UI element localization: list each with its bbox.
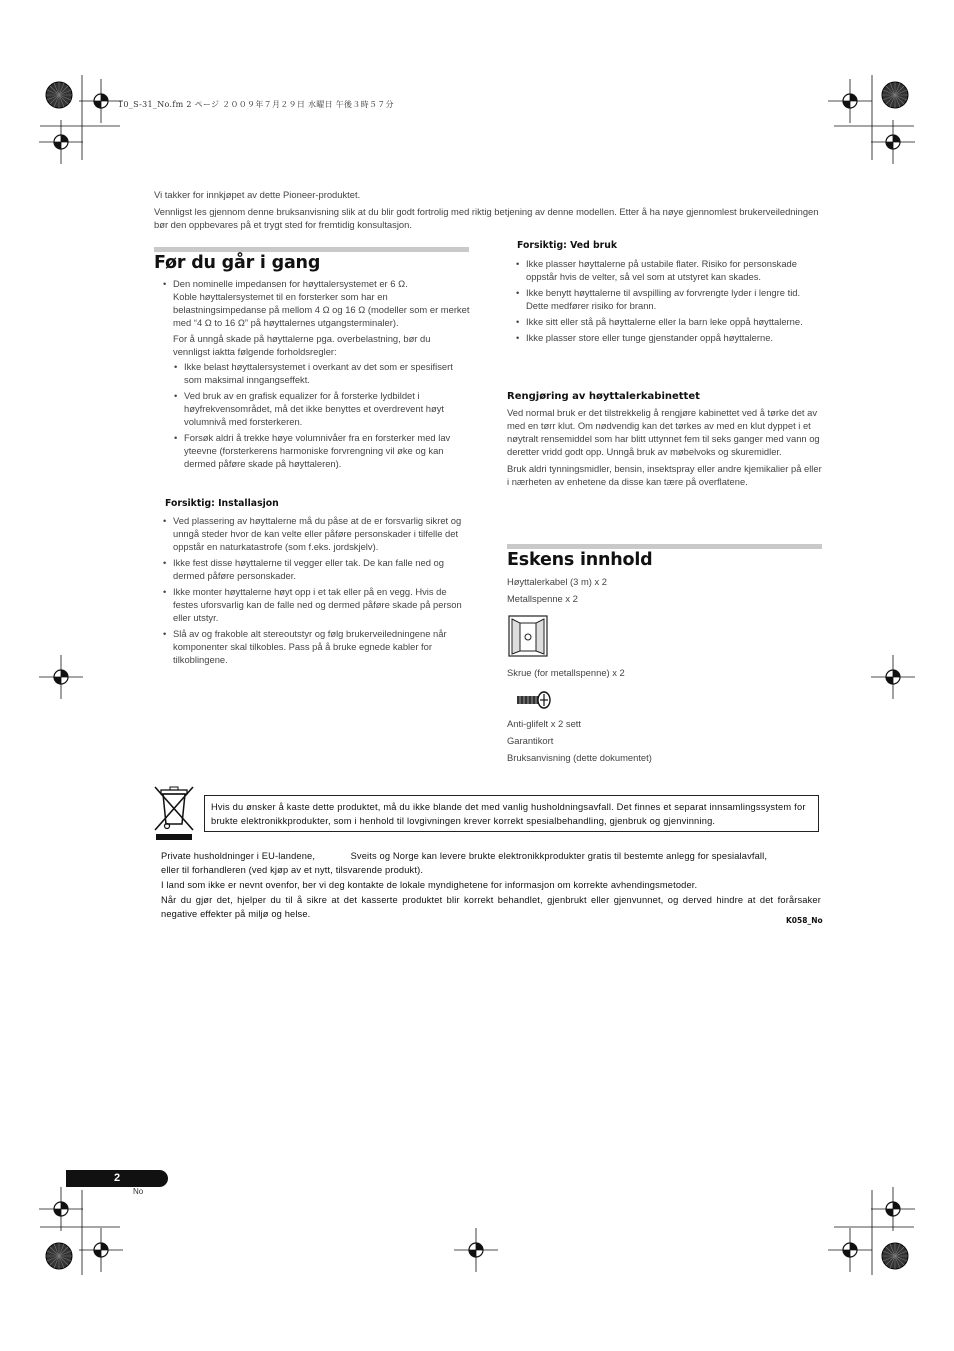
box-item-cable: Høyttalerkabel (3 m) x 2	[507, 576, 608, 587]
weee-norway-switzerland: Sveits og Norge kan levere brukte elektronikkprodukter gratis til bestemte anlegg for spesialavfall,	[350, 851, 768, 861]
document-code: K058_No	[786, 916, 823, 925]
box-item-manual: Bruksanvisning (dette dokumentet)	[507, 752, 652, 763]
use-list	[526, 257, 822, 344]
box-item-bracket: Metallspenne x 2	[507, 593, 578, 604]
overload-precautions	[184, 360, 470, 470]
weee-notice-box: Hvis du ønsker å kaste dette produktet, må du ikke blande det med vanlig husholdningsavfall. Det finnes et separat innsamlingssystem for brukte elektronikkprodukter, som i henhold til lovgivningen krever korrekt spesialbehandling, gjenbruk og gjenvinning.	[204, 795, 819, 832]
section-title-box-contents: Eskens innhold	[507, 550, 653, 570]
box-item-antislip: Anti-glifelt x 2 sett	[507, 718, 581, 729]
speaker-bracket-icon	[506, 613, 550, 659]
list-item: • Den nominelle impedansen for høyttalersystemet er 6 Ω. Koble høyttalersystemet til en forsterker som har en belastningsimpedanse på mellom 4 Ω og 16 Ω (modeller som er merket med “4 Ω to 16 Ω” på høyttalernes utgangsterminaler). For å unngå skade på høyttalerne pga. overbelastning, bør du vennligst iaktta følgende forholdsregler:	[173, 277, 470, 358]
page-number: 2	[113, 1172, 121, 1184]
cleaning-text	[507, 406, 822, 488]
box-item-screw: Skrue (for metallspenne) x 2	[507, 667, 625, 678]
intro-read-manual: Vennligst les gjennom denne bruksanvisning slik at du blir godt fortrolig med riktig betjening av denne modellen. Etter å ha nøye gjennomlest brukerveiledningen bør den oppbevares på et trygt sted for fremtidig konsultasjon.	[154, 206, 819, 230]
list-item: • Ikke belast høyttalersystemet i overkant av det som er spesifisert som maksimal inngangseffekt.	[184, 360, 470, 386]
heading-use-caution: Forsiktig: Ved bruk	[517, 240, 618, 251]
language-code: No	[133, 1187, 144, 1196]
intro	[154, 188, 820, 231]
crossed-bin-icon	[152, 784, 196, 842]
weee-benefit: Når du gjør det, hjelper du til å sikre at det kasserte produktet blir korrekt behandlet, gjenbrukt eller gjenvunnet, og derved hindre at det forårsaker negative effekter på miljø og helse.	[161, 895, 821, 919]
section-bar-right	[507, 544, 822, 549]
list-item: • Ikke fest disse høyttalerne til vegger eller tak. De kan falle ned og dermed påføre personskader.	[173, 556, 470, 582]
weee-eu-households: Private husholdninger i EU-landene,	[161, 851, 316, 861]
weee-other-countries: I land som ikke er nevnt ovenfor, ber vi deg kontakte de lokale myndighetene for informasjon om korrekte avhendingsmetoder.	[161, 880, 698, 890]
cleaning-paragraph: Ved normal bruk er det tilstrekkelig å rengjøre kabinettet ved å tørke det av med en tørr klut. Om nødvendig kan det tørkes av med en klut dyppet i et nøytralt rensemiddel som har blitt uttynnet fem til seks ganger med vann og deretter vridd godt opp. Unngå bruk av møbelvoks og skuremidler.	[507, 407, 820, 457]
header-file-line: 10_S-31_No.fm 2 ページ ２００９年７月２９日 水曜日 午後３時５７分	[118, 100, 394, 109]
list-item: • Ved plassering av høyttalerne må du påse at de er forsvarlig sikret og unngå steder hvor de kan velte eller påføre personskader i tilfelle det oppstår en naturkatastrofe (som f.eks. jordskjelv).	[173, 514, 470, 553]
left-column	[173, 277, 470, 470]
screw-icon	[515, 690, 553, 710]
cleaning-warning: Bruk aldri tynningsmidler, bensin, insektspray eller andre kjemikalier på eller i nærheten av enhetene da disse kan tære på overflatene.	[507, 463, 822, 487]
section-title-before-start: Før du går i gang	[154, 253, 321, 273]
box-item-warranty: Garantikort	[507, 735, 554, 746]
list-item: • Ikke plasser store eller tunge gjenstander oppå høyttalerne.	[526, 331, 822, 344]
list-item: • Ikke benytt høyttalerne til avspilling av forvrengte lyder i lengre tid. Dette medfører risiko for brann.	[526, 286, 822, 312]
intro-thanks: Vi takker for innkjøpet av dette Pioneer-produktet.	[154, 189, 361, 200]
page-number-tab	[66, 1170, 168, 1187]
heading-cabinet-cleaning: Rengjøring av høyttalerkabinettet	[507, 391, 700, 402]
list-item: • Ikke monter høyttalerne høyt opp i et tak eller på en vegg. Hvis de festes uforsvarlig kan de falle ned og dermed påføre skade på person eller utstyr.	[173, 585, 470, 624]
install-list	[173, 514, 470, 666]
list-item: • Forsøk aldri å trekke høye volumnivåer fra en forsterker med lav yteevne (forsterkerens harmoniske forvrengning vil øke og kan dermed påføre skade på høyttaleren).	[184, 431, 470, 470]
heading-install-caution: Forsiktig: Installasjon	[165, 498, 279, 509]
list-item: • Ikke plasser høyttalerne på ustabile flater. Risiko for personskade oppstår hvis de velter, så vel som at utstyret kan skades.	[526, 257, 822, 283]
section-bar-left	[154, 247, 469, 252]
weee-retailer: eller til forhandleren (ved kjøp av et nytt, tilsvarende produkt).	[161, 865, 424, 875]
weee-info	[161, 849, 821, 921]
list-item: • Ved bruk av en grafisk equalizer for å forsterke lydbildet i høyfrekvensområdet, må det ikke benyttes et overdrevent høyt volumnivå med forsterkeren.	[184, 389, 470, 428]
list-item: • Slå av og frakoble alt stereoutstyr og følg brukerveiledningene når komponenter skal tilkobles. Pass på å bruke egnede kabler for tilkoblingene.	[173, 627, 470, 666]
list-item: • Ikke sitt eller stå på høyttalerne eller la barn leke oppå høyttalerne.	[526, 315, 822, 328]
